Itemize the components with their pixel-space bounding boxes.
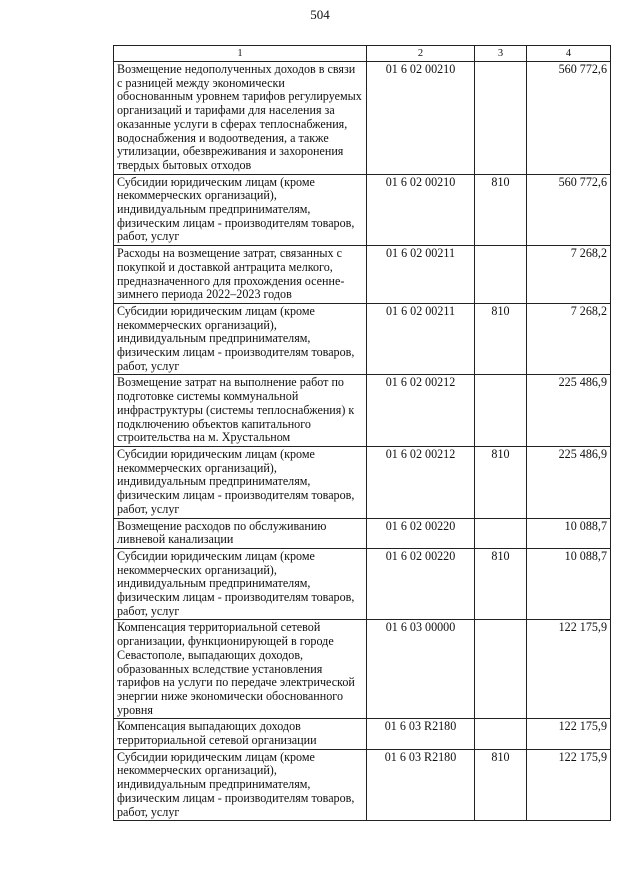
- header-col-2: 2: [367, 46, 475, 62]
- row-expense-type: [475, 246, 527, 304]
- row-sum: 10 088,7: [527, 548, 611, 620]
- row-sum: 560 772,6: [527, 62, 611, 175]
- row-code: 01 6 02 00220: [367, 518, 475, 548]
- table-row: [114, 518, 611, 548]
- row-code: 01 6 02 00220: [367, 548, 475, 620]
- row-sum: 225 486,9: [527, 375, 611, 447]
- table-row: [114, 62, 611, 175]
- header-col-4: 4: [527, 46, 611, 62]
- row-code: 01 6 03 00000: [367, 620, 475, 719]
- table-row: [114, 375, 611, 447]
- header-col-1: 1: [114, 46, 367, 62]
- table-row: [114, 749, 611, 821]
- row-code: 01 6 02 00210: [367, 62, 475, 175]
- row-sum: 7 268,2: [527, 246, 611, 304]
- row-name: Субсидии юридическим лицам (кроме некоммерческих организаций), индивидуальным предпринимателям, физическим лицам - производителям товаров, работ, услуг: [114, 174, 367, 246]
- row-name: Расходы на возмещение затрат, связанных с покупкой и доставкой антрацита мелкого, предназначенного для прохождения осенне-зимнего периода 2022–2023 годов: [114, 246, 367, 304]
- row-code: 01 6 03 R2180: [367, 749, 475, 821]
- header-row: [114, 46, 611, 62]
- table-row: [114, 246, 611, 304]
- row-sum: 225 486,9: [527, 446, 611, 518]
- row-expense-type: [475, 719, 527, 749]
- row-name: Субсидии юридическим лицам (кроме некоммерческих организаций), индивидуальным предпринимателям, физическим лицам - производителям товаров, работ, услуг: [114, 749, 367, 821]
- row-name: Субсидии юридическим лицам (кроме некоммерческих организаций), индивидуальным предпринимателям, физическим лицам - производителям товаров, работ, услуг: [114, 303, 367, 375]
- table-row: [114, 719, 611, 749]
- row-expense-type: 810: [475, 548, 527, 620]
- row-expense-type: 810: [475, 174, 527, 246]
- row-expense-type: 810: [475, 749, 527, 821]
- row-code: 01 6 02 00211: [367, 303, 475, 375]
- table-row: [114, 446, 611, 518]
- budget-table: [113, 45, 611, 821]
- row-name: Возмещение затрат на выполнение работ по подготовке системы коммунальной инфраструктуры (системы теплоснабжения) к подключению объектов капитального строительства на м. Хрустальном: [114, 375, 367, 447]
- row-sum: 560 772,6: [527, 174, 611, 246]
- row-code: 01 6 02 00210: [367, 174, 475, 246]
- page-number: 504: [310, 7, 330, 22]
- row-sum: 10 088,7: [527, 518, 611, 548]
- row-name: Возмещение расходов по обслуживанию ливневой канализации: [114, 518, 367, 548]
- row-code: 01 6 02 00212: [367, 375, 475, 447]
- table-row: [114, 303, 611, 375]
- row-name: Субсидии юридическим лицам (кроме некоммерческих организаций), индивидуальным предпринимателям, физическим лицам - производителям товаров, работ, услуг: [114, 446, 367, 518]
- row-name: Компенсация территориальной сетевой организации, функционирующей в городе Севастополе, выпадающих доходов, образованных вследствие установления тарифов на услуги по передаче электрической энергии ниже экономически обоснованного уровня: [114, 620, 367, 719]
- table-row: [114, 174, 611, 246]
- row-expense-type: 810: [475, 446, 527, 518]
- row-expense-type: [475, 518, 527, 548]
- row-code: 01 6 03 R2180: [367, 719, 475, 749]
- row-name: Возмещение недополученных доходов в связи с разницей между экономически обоснованным уровнем тарифов регулируемых организаций и тарифами для населения за оказанные услуги в сферах теплоснабжения, водоснабжения и водоотведения, а также утилизации, обезвреживания и захоронения твердых бытовых отходов: [114, 62, 367, 175]
- table-row: [114, 548, 611, 620]
- row-sum: 122 175,9: [527, 749, 611, 821]
- row-sum: 122 175,9: [527, 719, 611, 749]
- row-name: Субсидии юридическим лицам (кроме некоммерческих организаций), индивидуальным предпринимателям, физическим лицам - производителям товаров, работ, услуг: [114, 548, 367, 620]
- row-expense-type: [475, 620, 527, 719]
- row-sum: 7 268,2: [527, 303, 611, 375]
- row-expense-type: [475, 375, 527, 447]
- row-sum: 122 175,9: [527, 620, 611, 719]
- header-col-3: 3: [475, 46, 527, 62]
- table-row: [114, 620, 611, 719]
- row-name: Компенсация выпадающих доходов территориальной сетевой организации: [114, 719, 367, 749]
- row-code: 01 6 02 00212: [367, 446, 475, 518]
- row-expense-type: [475, 62, 527, 175]
- row-code: 01 6 02 00211: [367, 246, 475, 304]
- row-expense-type: 810: [475, 303, 527, 375]
